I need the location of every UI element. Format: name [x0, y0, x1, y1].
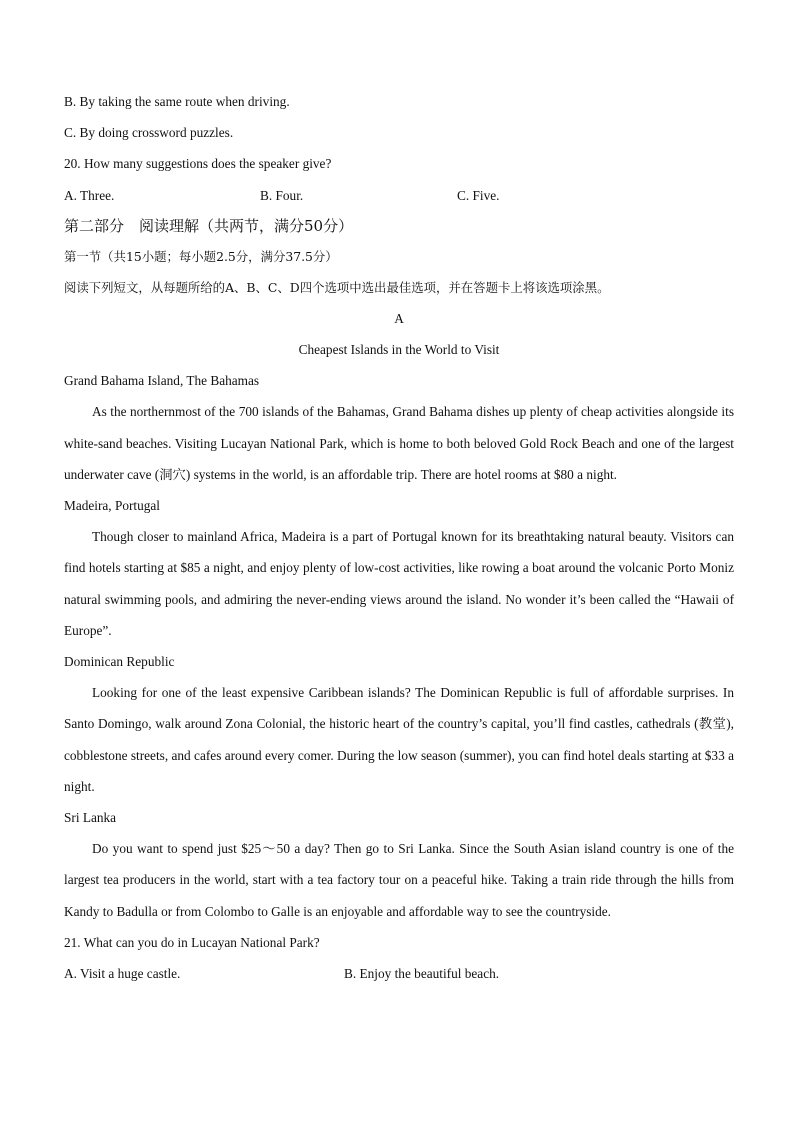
- q19-option-c: C. By doing crossword puzzles.: [64, 125, 234, 141]
- section-heading: Dominican Republic: [64, 654, 175, 670]
- q20-option-b: B. Four.: [260, 187, 304, 203]
- section-paragraph: Though closer to mainland Africa, Madeira is a part of Portugal known for its breathtaking natural beauty. Visitors can find hotels starting at $85 a night, and enjoy plenty of low-cost activities, like rowing a boat around the volcanic Porto Moniz natural swimming pools, and admiring the never-ending views around the island. No wonder it’s been called the “Hawaii of Europe”.: [64, 529, 734, 638]
- section-heading: Madeira, Portugal: [64, 498, 161, 514]
- q21-option-a: A. Visit a huge castle.: [64, 966, 181, 982]
- q19-option-b: B. By taking the same route when driving.: [64, 94, 290, 109]
- part-two-title: 第二部分 阅读理解（共两节，满分50分）: [64, 216, 354, 235]
- q21-stem: 21. What can you do in Lucayan National Park?: [64, 934, 320, 950]
- passage-letter: A: [394, 310, 404, 326]
- reading-instructions: 阅读下列短文，从每题所给的A、B、C、D四个选项中选出最佳选项，并在答题卡上将该选项涂黑。: [64, 279, 610, 295]
- section-heading: Grand Bahama Island, The Bahamas: [64, 373, 260, 389]
- section-heading: Sri Lanka: [64, 810, 117, 826]
- q20-stem: 20. How many suggestions does the speaker give?: [64, 156, 332, 172]
- section-paragraph: Looking for one of the least expensive Caribbean islands? The Dominican Republic is full of affordable surprises. In Santo Domingo, walk around Zona Colonial, the historic heart of the country’s capital, you’ll find castles, cathedrals (教堂), cobblestone streets, and cafes around every comer. During the low season (summer), you can find hotel deals starting at $33 a night.: [64, 685, 734, 794]
- section-paragraph: As the northernmost of the 700 islands of the Bahamas, Grand Bahama dishes up plenty of cheap activities alongside its white-sand beaches. Visiting Lucayan National Park, which is home to both beloved Gold Rock Beach and one of the largest underwater cave (洞穴) systems in the world, is an affordable trip. There are hotel rooms at $80 a night.: [64, 404, 734, 482]
- section-one-title: 第一节（共15小题；每小题2.5分，满分37.5分）: [64, 248, 338, 264]
- q20-option-a: A. Three.: [64, 187, 115, 203]
- q20-option-c: C. Five.: [457, 187, 500, 203]
- q21-option-b: B. Enjoy the beautiful beach.: [344, 966, 500, 982]
- section-paragraph: Do you want to spend just $25～50 a day? Then go to Sri Lanka. Since the South Asian island country is one of the largest tea producers in the world, start with a tea factory tour on a peaceful hike. Taking a train ride through the hills from Kandy to Badulla or from Colombo to Galle is an enjoyable and affordable way to see the countryside.: [64, 841, 734, 919]
- passage-title: Cheapest Islands in the World to Visit: [298, 342, 500, 358]
- exam-page: [64, 86, 734, 989]
- q20-options: [64, 180, 734, 211]
- q21-options: [64, 958, 734, 989]
